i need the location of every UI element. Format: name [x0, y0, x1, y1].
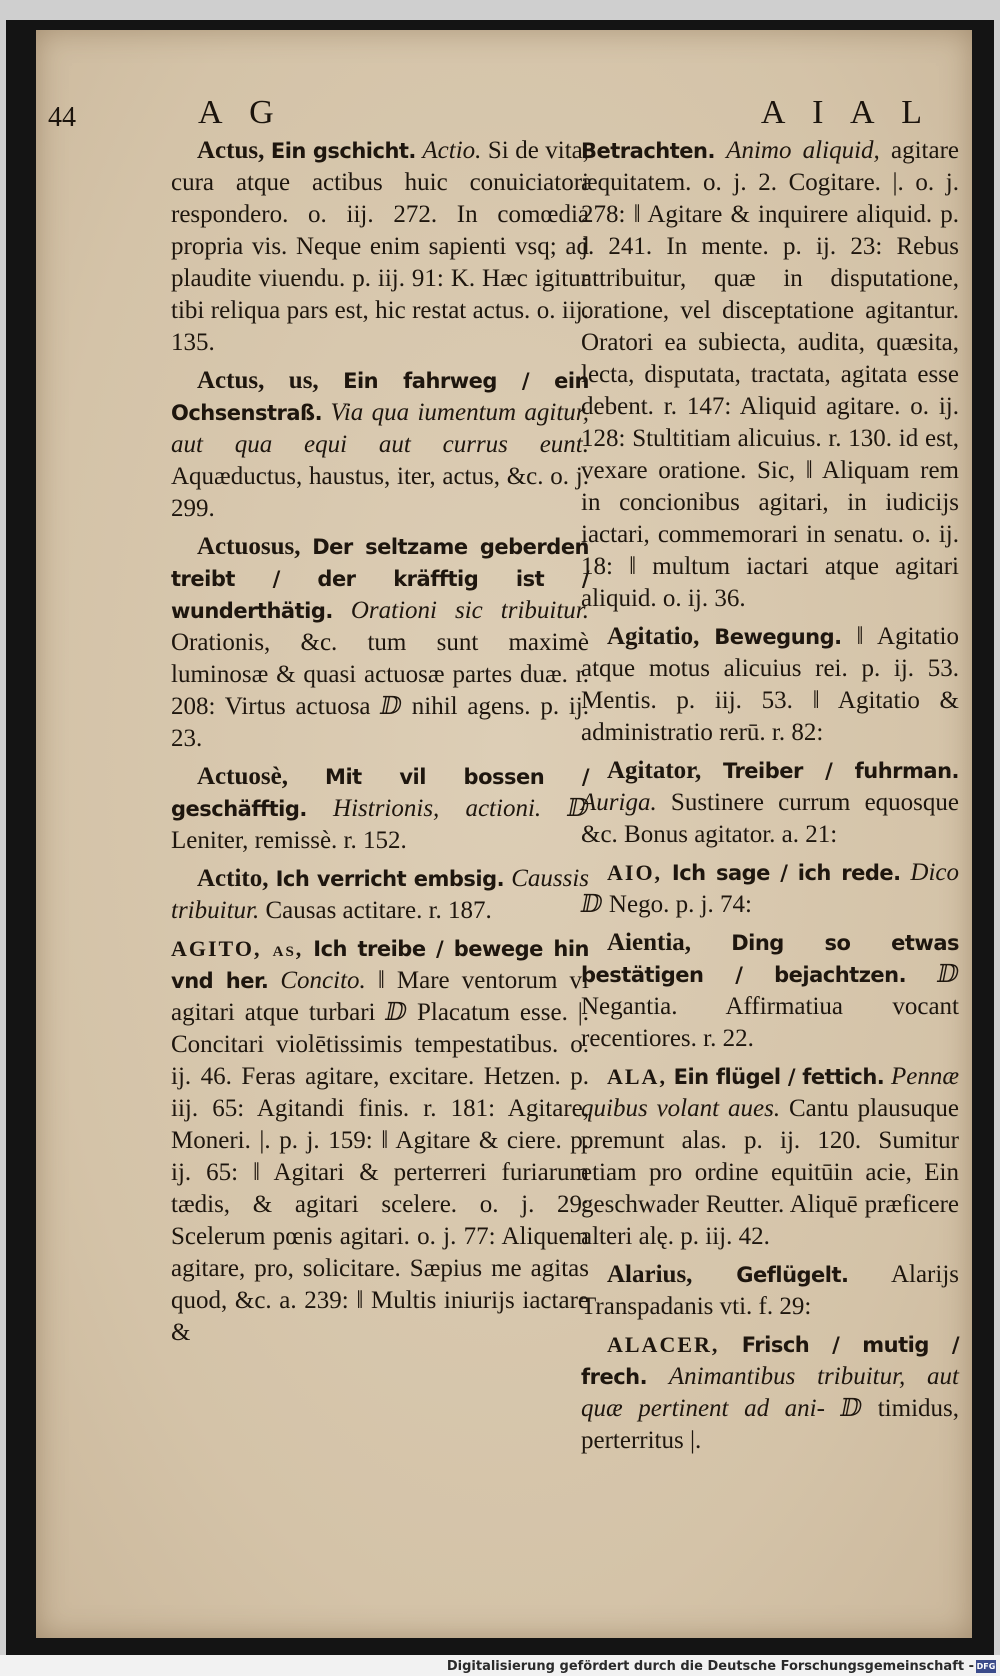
left-column	[171, 135, 589, 1355]
entry-lemma: Actus, us,	[197, 367, 319, 394]
entry-lemma: Actus,	[197, 137, 265, 164]
entry-gloss: Ding so etwas bestätigen / bejachtzen.	[581, 931, 960, 987]
entry-scope: Caussis tribuitur.	[171, 865, 590, 924]
entry-gloss: Treiber / fuhrman.	[722, 759, 959, 783]
book-page	[36, 30, 972, 1638]
page-number: 44	[48, 102, 76, 133]
dictionary-entry	[581, 1329, 959, 1457]
entry-text: Aquæductus, haustus, iter, actus, &c. o. j. 299.	[171, 463, 589, 522]
entry-text: ⅅ Negantia. Affirmatiua vocant recentiores. r. 22.	[581, 961, 959, 1052]
entry-text: ‖ Mare ventorum vi agitari atque turbari ⅅ Placatum esse. |. Concitari violētissimis tempestatibus. o. ij. 46. Feras agitare, excitare. Hetzen. p. iij. 65: Agitandi finis. r. 181: Agitare, Moneri. |. p. j. 159: ‖ Agitare & ciere. p. ij. 65: ‖ Agitari & perterreri furiarum tædis, & agitari scelere. o. j. 29: Scelerum pœnis agitari. o. j. 77: Aliquem agitare, pro, solicitare. Sæpius me agitas quod, &c. a. 239: ‖ Multis iniurijs iactare &	[171, 967, 589, 1346]
header-letters-right: A I A L	[760, 94, 932, 131]
dictionary-entry	[581, 621, 959, 749]
entry-lemma: Agitator,	[607, 757, 702, 784]
entry-gloss: Der seltzame geberden treibt / der kräfftig ist / wunderthätig.	[171, 535, 590, 623]
scan-frame	[6, 20, 994, 1655]
entry-text: Orationis, &c. tum sunt maximè luminosæ & quasi actuosæ partes duæ. r. 208: Virtus actuosa ⅅ nihil agens. p. ij. 23.	[171, 629, 589, 752]
entry-gloss: Ich verricht embsig.	[275, 867, 505, 891]
entry-gloss: Bewegung.	[714, 625, 842, 649]
dictionary-entry	[581, 135, 959, 615]
dictionary-entry	[171, 135, 589, 359]
dfg-credit: Digitalisierung gefördert durch die Deutsche Forschungsgemeinschaft -	[446, 1659, 974, 1674]
entry-scope: Via qua iumentum agitur, aut qua equi aut currus eunt.	[171, 399, 590, 458]
dictionary-entry	[581, 755, 959, 851]
right-column	[581, 135, 959, 1463]
entry-lemma: Actuosè,	[197, 763, 288, 790]
dfg-logo-icon: DFG	[976, 1662, 996, 1671]
entry-scope: Concito.	[280, 967, 366, 994]
entry-gloss: Ein flügel / fettich.	[673, 1065, 885, 1089]
entry-text: Causas actitare. r. 187.	[265, 897, 492, 924]
entry-lemma: Actito,	[197, 865, 269, 892]
entry-text: Sustinere currum equosque &c. Bonus agitator. a. 21:	[581, 789, 960, 848]
entry-text: ‖ Agitatio atque motus alicuius rei. p. ij. 53. Mentis. p. iij. 53. ‖ Agitatio & administratio rerū. r. 82:	[581, 623, 959, 746]
entry-scope: Animantibus tribuitur, aut quæ pertinent ad ani-	[581, 1363, 960, 1422]
entry-lemma: AGITO, as,	[171, 936, 304, 961]
entry-scope: Pennæ quibus volant aues.	[581, 1063, 959, 1122]
entry-text: Cantu plausuque premunt alas. p. ij. 120. Sumitur etiam pro ordine equitūin acie, Ein geschwader Reutter. Aliquē præficere alteri alę. p. iij. 42.	[581, 1095, 959, 1250]
entry-text: ⅅ timidus, perterritus |.	[581, 1395, 959, 1454]
entry-gloss: Mit vil bossen / geschäfftig.	[171, 765, 589, 821]
entry-gloss: Geflügelt.	[736, 1263, 849, 1287]
entry-gloss: Frisch / mutig / frech.	[581, 1333, 959, 1389]
entry-lemma: ALA,	[607, 1064, 667, 1089]
entry-lemma: Aientia,	[607, 929, 692, 956]
entry-scope: Actio.	[422, 137, 482, 164]
entry-lemma: Actuosus,	[197, 533, 301, 560]
dictionary-entry	[581, 1061, 959, 1253]
entry-lemma: AIO,	[607, 860, 663, 885]
entry-lemma: ALACER,	[607, 1332, 720, 1357]
entry-gloss: Ich treibe / bewege hin vnd her.	[171, 937, 590, 993]
entry-gloss: Ich sage / ich rede.	[671, 861, 901, 885]
entry-lemma: Agitatio,	[607, 623, 700, 650]
dictionary-entry	[171, 761, 589, 857]
entry-text: Alarijs Transpadanis vti. f. 29:	[581, 1261, 959, 1320]
dictionary-entry	[581, 1259, 959, 1323]
entry-gloss: Betrachten.	[581, 139, 715, 163]
dictionary-entry	[171, 863, 589, 927]
entry-scope: Auriga.	[581, 789, 657, 816]
entry-gloss: Ein fahrweg / ein Ochsenstraß.	[171, 369, 589, 425]
entry-text: agitare æquitatem. o. j. 2. Cogitare. |. o. j. 278: ‖ Agitare & inquirere aliquid. p. j. 241. In mente. p. ij. 23: Rebus attribuitur, quæ in disputatione, oratione, vel disceptatione agitantur. Oratori ea subiecta, audita, quæsita, lecta, disputata, tractata, agitata esse debent. r. 147: Aliquid agitare. o. ij. 128: Stultitiam alicuius. r. 130. id est, vexare oratione. Sic, ‖ Aliquam rem in concionibus agitari, in iudicijs iactari, commemorari in senatu. o. ij. 18: ‖ multum iactari atque agitari aliquid. o. ij. 36.	[581, 137, 960, 612]
entry-lemma: Alarius,	[607, 1261, 693, 1288]
dictionary-entry	[171, 531, 589, 755]
entry-text: Si de vita, cura atque actibus huic conuiciatori respondero. o. iij. 272. In comœdia propria vis. Neque enim sapienti vsq; ad plaudite viuendu. p. iij. 91: K. Hæc igitur tibi reliqua pars est, hic restat actus. o. iij. 135.	[171, 137, 590, 356]
entry-text: ⅅ Leniter, remissè. r. 152.	[171, 795, 589, 854]
footer-band	[0, 1655, 1000, 1676]
dictionary-entry	[581, 857, 959, 921]
entry-text: ⅅ Nego. p. j. 74:	[581, 891, 752, 918]
entry-scope: Animo aliquid,	[726, 137, 880, 164]
header-letters-left: A G	[198, 94, 284, 131]
entry-scope: Orationi sic tribuitur.	[350, 597, 589, 624]
entry-scope: Histrionis, actioni.	[333, 795, 542, 822]
dictionary-entry	[171, 933, 589, 1349]
dictionary-entry	[581, 927, 959, 1055]
entry-gloss: Ein gschicht.	[270, 139, 416, 163]
entry-scope: Dico	[910, 859, 960, 886]
dictionary-entry	[171, 365, 589, 525]
